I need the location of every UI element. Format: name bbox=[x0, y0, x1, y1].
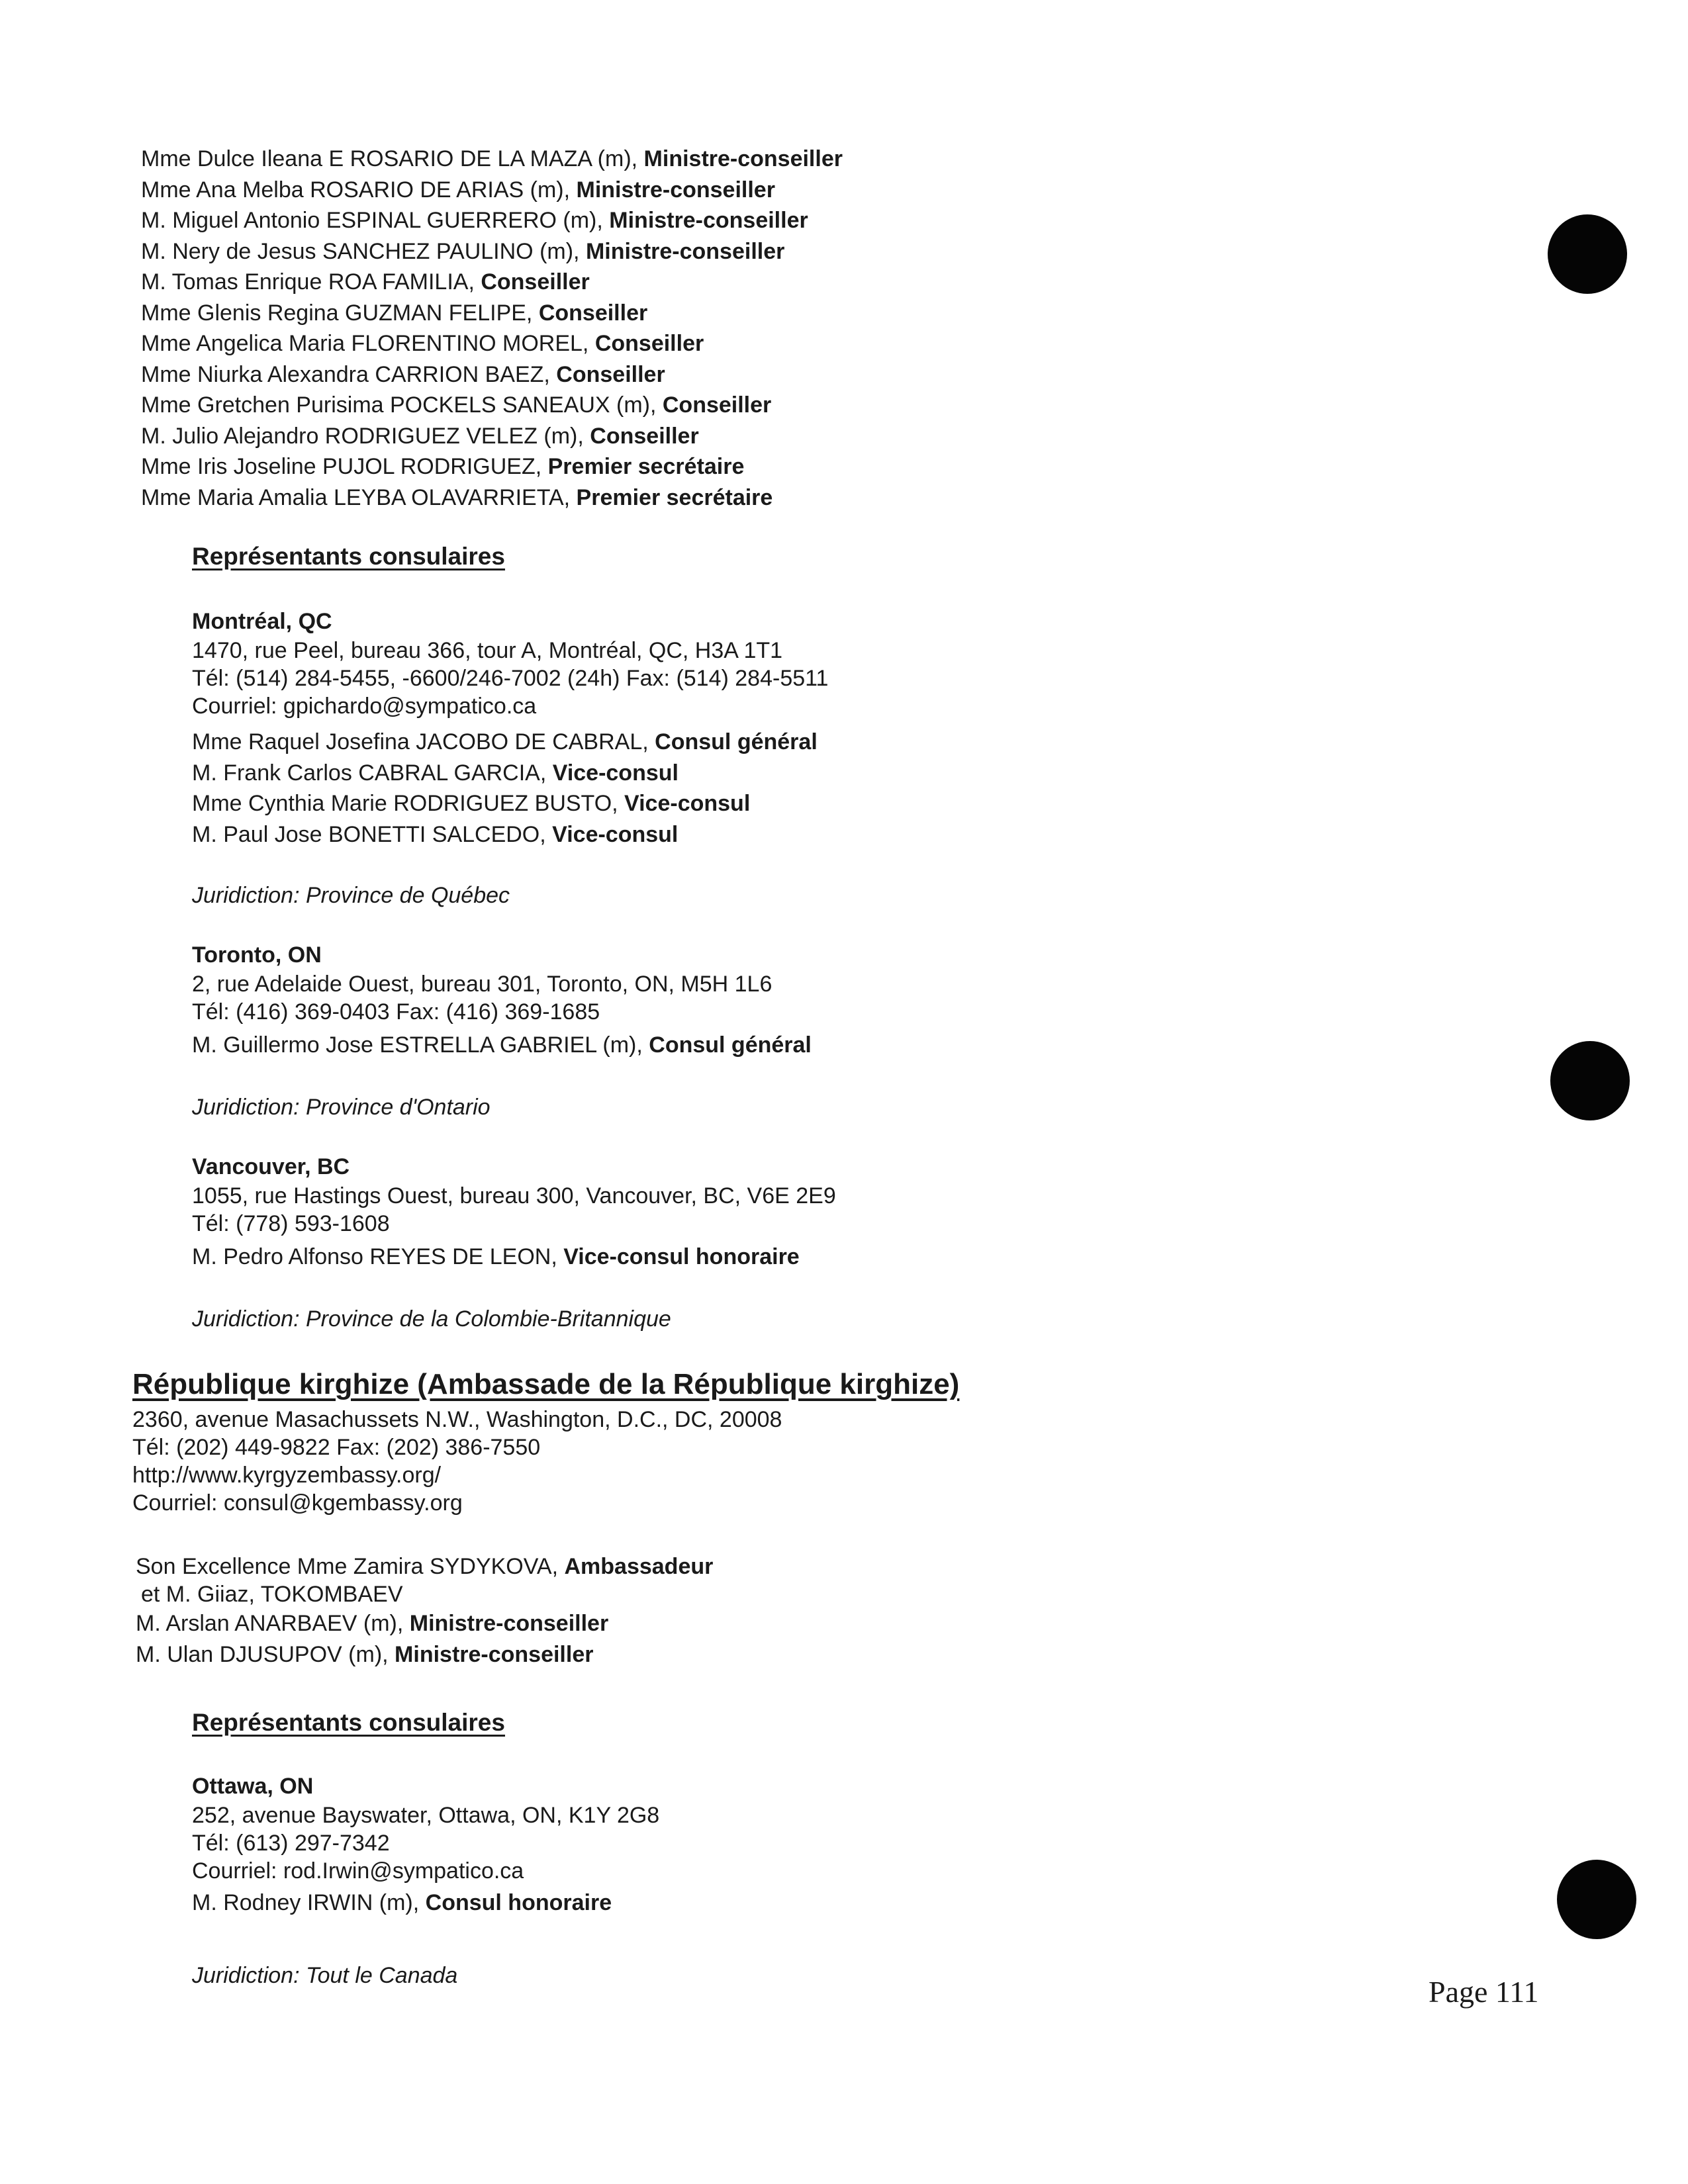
member-line: Mme Angelica Maria FLORENTINO MOREL, Conseiller bbox=[141, 331, 704, 356]
member-list bbox=[141, 144, 843, 513]
consular-header: Représentants consulaires bbox=[192, 1709, 505, 1736]
embassy-contact bbox=[132, 1406, 782, 1517]
toronto-consulate bbox=[192, 940, 812, 1061]
email: Courriel: consul@kgembassy.org bbox=[132, 1490, 463, 1516]
member-line: M. Nery de Jesus SANCHEZ PAULINO (m), Ministre-conseiller bbox=[141, 238, 785, 264]
city-heading: Vancouver, BC bbox=[192, 1154, 350, 1179]
member-line: M. Miguel Antonio ESPINAL GUERRERO (m), Ministre-conseiller bbox=[141, 208, 808, 233]
address: 1055, rue Hastings Ouest, bureau 300, Vancouver, BC, V6E 2E9 bbox=[192, 1183, 836, 1208]
staff-line: M. Ulan DJUSUPOV (m), Ministre-conseiller bbox=[136, 1641, 594, 1667]
punch-hole-middle bbox=[1550, 1041, 1630, 1120]
phone: Tél: (514) 284-5455, -6600/246-7002 (24h) Fax: (514) 284-5511 bbox=[192, 666, 829, 691]
member-line: Mme Maria Amalia LEYBA OLAVARRIETA, Premier secrétaire bbox=[141, 484, 773, 510]
ottawa-consulate bbox=[192, 1771, 659, 1919]
city-heading: Ottawa, ON bbox=[192, 1774, 314, 1799]
member-line: Mme Gretchen Purisima POCKELS SANEAUX (m), Conseiller bbox=[141, 392, 772, 418]
staff-line: M. Pedro Alfonso REYES DE LEON, Vice-consul honoraire bbox=[192, 1244, 800, 1269]
member-line: M. Julio Alejandro RODRIGUEZ VELEZ (m), Conseiller bbox=[141, 423, 699, 449]
staff-line: M. Frank Carlos CABRAL GARCIA, Vice-consul bbox=[192, 760, 679, 786]
jurisdiction: Juridiction: Tout le Canada bbox=[192, 1963, 458, 1988]
member-line: Mme Niurka Alexandra CARRION BAEZ, Conseiller bbox=[141, 361, 665, 387]
consular-header: Représentants consulaires bbox=[192, 543, 505, 570]
punch-hole-bottom bbox=[1557, 1860, 1636, 1939]
member-line: Mme Glenis Regina GUZMAN FELIPE, Conseiller bbox=[141, 300, 648, 326]
ambassador-line: Son Excellence Mme Zamira SYDYKOVA, Ambassadeur bbox=[136, 1554, 714, 1579]
address: 2, rue Adelaide Ouest, bureau 301, Toronto, ON, M5H 1L6 bbox=[192, 972, 773, 997]
website-link[interactable]: http://www.kyrgyzembassy.org/ bbox=[132, 1463, 442, 1488]
punch-hole-top bbox=[1548, 214, 1627, 294]
staff-line: Mme Cynthia Marie RODRIGUEZ BUSTO, Vice-consul bbox=[192, 791, 751, 816]
staff-line: M. Arslan ANARBAEV (m), Ministre-conseiller bbox=[136, 1611, 609, 1636]
page-number: Page 111 bbox=[1429, 1975, 1539, 2009]
email: Courriel: rod.Irwin@sympatico.ca bbox=[192, 1858, 524, 1884]
spouse-line: et M. Giiaz, TOKOMBAEV bbox=[141, 1582, 403, 1607]
member-line: Mme Dulce Ileana E ROSARIO DE LA MAZA (m), Ministre-conseiller bbox=[141, 146, 843, 171]
phone: Tél: (613) 297-7342 bbox=[192, 1831, 390, 1856]
staff-line: M. Paul Jose BONETTI SALCEDO, Vice-consul bbox=[192, 821, 679, 847]
member-line: M. Tomas Enrique ROA FAMILIA, Conseiller bbox=[141, 269, 590, 295]
staff-line: Mme Raquel Josefina JACOBO DE CABRAL, Consul général bbox=[192, 729, 818, 754]
address: 2360, avenue Masachussets N.W., Washington, D.C., DC, 20008 bbox=[132, 1407, 782, 1432]
member-line: Mme Iris Joseline PUJOL RODRIGUEZ, Premier secrétaire bbox=[141, 454, 745, 479]
city-heading: Toronto, ON bbox=[192, 942, 322, 968]
phone: Tél: (202) 449-9822 Fax: (202) 386-7550 bbox=[132, 1435, 541, 1460]
address: 252, avenue Bayswater, Ottawa, ON, K1Y 2G8 bbox=[192, 1803, 660, 1828]
vancouver-consulate bbox=[192, 1152, 836, 1273]
montreal-consulate bbox=[192, 606, 828, 850]
staff-line: M. Rodney IRWIN (m), Consul honoraire bbox=[192, 1890, 612, 1915]
jurisdiction: Juridiction: Province de Québec bbox=[192, 883, 510, 908]
phone: Tél: (778) 593-1608 bbox=[192, 1211, 390, 1236]
jurisdiction: Juridiction: Province de la Colombie-Britannique bbox=[192, 1306, 671, 1332]
staff-line: M. Guillermo Jose ESTRELLA GABRIEL (m), Consul général bbox=[192, 1032, 812, 1058]
email: Courriel: gpichardo@sympatico.ca bbox=[192, 694, 537, 719]
embassy-staff bbox=[136, 1553, 713, 1670]
country-title: République kirghize (Ambassade de la République kirghize) bbox=[132, 1368, 960, 1400]
city-heading: Montréal, QC bbox=[192, 609, 332, 634]
phone: Tél: (416) 369-0403 Fax: (416) 369-1685 bbox=[192, 999, 600, 1024]
member-line: Mme Ana Melba ROSARIO DE ARIAS (m), Ministre-conseiller bbox=[141, 177, 775, 203]
jurisdiction: Juridiction: Province d'Ontario bbox=[192, 1095, 491, 1120]
address: 1470, rue Peel, bureau 366, tour A, Montréal, QC, H3A 1T1 bbox=[192, 638, 783, 663]
